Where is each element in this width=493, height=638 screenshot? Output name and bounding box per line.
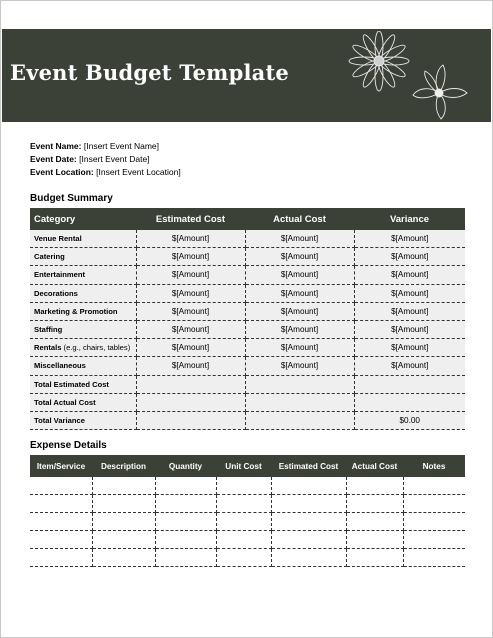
- column-header: Estimated Cost: [136, 208, 245, 230]
- notes-cell[interactable]: [403, 531, 465, 549]
- expense-header-row: [30, 455, 465, 477]
- category-cell[interactable]: [30, 320, 136, 338]
- category-label: Entertainment: [34, 270, 86, 280]
- quantity-cell[interactable]: [155, 513, 216, 531]
- page-title: Event Budget Template: [10, 60, 289, 85]
- category-cell[interactable]: [30, 284, 136, 302]
- variance-cell[interactable]: $[Amount]: [354, 357, 465, 375]
- category-label: Rentals: [34, 343, 62, 353]
- expense-row: [30, 495, 465, 513]
- estimated-cost-cell[interactable]: $[Amount]: [136, 230, 245, 248]
- estimated-cost-cell[interactable]: [271, 549, 346, 567]
- estimated-cost-cell[interactable]: $[Amount]: [136, 302, 245, 320]
- estimated-cost-cell[interactable]: $[Amount]: [136, 357, 245, 375]
- estimated-cost-cell[interactable]: [271, 531, 346, 549]
- event-name-line: [30, 141, 159, 151]
- estimated-cost-cell[interactable]: [271, 495, 346, 513]
- category-label: Staffing: [34, 325, 63, 335]
- item-cell[interactable]: [30, 495, 92, 513]
- actual-cost-cell[interactable]: $[Amount]: [245, 248, 354, 266]
- actual-cost-cell[interactable]: $[Amount]: [245, 320, 354, 338]
- notes-cell[interactable]: [403, 495, 465, 513]
- variance-cell[interactable]: $[Amount]: [354, 339, 465, 357]
- category-label: Venue Rental: [34, 234, 82, 244]
- budget-row: [30, 320, 465, 338]
- column-header: Description: [92, 455, 155, 477]
- quantity-cell[interactable]: [155, 477, 216, 495]
- expense-row: [30, 531, 465, 549]
- estimated-cost-cell[interactable]: [136, 375, 245, 393]
- category-cell[interactable]: [30, 393, 136, 411]
- expense-details-table: [30, 455, 465, 567]
- estimated-cost-cell[interactable]: [271, 513, 346, 531]
- budget-row: [30, 411, 465, 429]
- column-header: Actual Cost: [245, 208, 354, 230]
- description-cell[interactable]: [92, 549, 155, 567]
- category-label: Total Estimated Cost: [34, 379, 109, 389]
- flower-illustration: [327, 31, 487, 121]
- actual-cost-cell[interactable]: $[Amount]: [245, 302, 354, 320]
- description-cell[interactable]: [92, 477, 155, 495]
- variance-cell[interactable]: [354, 375, 465, 393]
- category-cell[interactable]: [30, 339, 136, 357]
- header-banner: [2, 29, 491, 122]
- actual-cost-cell[interactable]: [346, 549, 403, 567]
- notes-cell[interactable]: [403, 549, 465, 567]
- event-date-label: Event Date:: [30, 154, 77, 164]
- estimated-cost-cell[interactable]: [136, 393, 245, 411]
- item-cell[interactable]: [30, 549, 92, 567]
- variance-cell[interactable]: $[Amount]: [354, 284, 465, 302]
- actual-cost-cell[interactable]: $[Amount]: [245, 357, 354, 375]
- actual-cost-cell[interactable]: [346, 531, 403, 549]
- description-cell[interactable]: [92, 513, 155, 531]
- category-note: (e.g., chairs, tables): [61, 343, 131, 353]
- budget-row: [30, 248, 465, 266]
- actual-cost-cell[interactable]: [346, 495, 403, 513]
- category-label: Catering: [34, 252, 65, 262]
- column-header: Item/Service: [30, 455, 92, 477]
- event-name-value: [Insert Event Name]: [83, 141, 159, 151]
- variance-cell[interactable]: $[Amount]: [354, 266, 465, 284]
- expense-row: [30, 549, 465, 567]
- event-date-value: [Insert Event Date]: [79, 154, 150, 164]
- estimated-cost-cell[interactable]: [271, 477, 346, 495]
- event-name-label: Event Name:: [30, 141, 82, 151]
- category-label: Marketing & Promotion: [34, 306, 118, 316]
- estimated-cost-cell[interactable]: $[Amount]: [136, 320, 245, 338]
- actual-cost-cell[interactable]: [346, 477, 403, 495]
- expense-row: [30, 477, 465, 495]
- column-header: Notes: [403, 455, 465, 477]
- unit-cost-cell[interactable]: [216, 531, 271, 549]
- budget-header-row: [30, 208, 465, 230]
- category-cell[interactable]: [30, 357, 136, 375]
- column-header: Variance: [354, 208, 465, 230]
- estimated-cost-cell[interactable]: $[Amount]: [136, 339, 245, 357]
- variance-cell[interactable]: $[Amount]: [354, 320, 465, 338]
- budget-row: [30, 284, 465, 302]
- column-header: Estimated Cost: [271, 455, 346, 477]
- estimated-cost-cell[interactable]: [136, 411, 245, 429]
- actual-cost-cell[interactable]: $[Amount]: [245, 266, 354, 284]
- actual-cost-cell[interactable]: [245, 393, 354, 411]
- quantity-cell[interactable]: [155, 549, 216, 567]
- budget-row: [30, 302, 465, 320]
- budget-summary-title: Budget Summary: [30, 193, 113, 204]
- variance-cell[interactable]: $[Amount]: [354, 248, 465, 266]
- unit-cost-cell[interactable]: [216, 477, 271, 495]
- event-date-line: [30, 154, 150, 164]
- variance-cell[interactable]: $[Amount]: [354, 230, 465, 248]
- item-cell[interactable]: [30, 513, 92, 531]
- category-label: Total Actual Cost: [34, 397, 96, 407]
- category-cell[interactable]: [30, 302, 136, 320]
- notes-cell[interactable]: [403, 477, 465, 495]
- expense-row: [30, 513, 465, 531]
- description-cell[interactable]: [92, 531, 155, 549]
- unit-cost-cell[interactable]: [216, 495, 271, 513]
- estimated-cost-cell[interactable]: $[Amount]: [136, 266, 245, 284]
- unit-cost-cell[interactable]: [216, 513, 271, 531]
- quantity-cell[interactable]: [155, 531, 216, 549]
- event-location-line: [30, 167, 181, 177]
- budget-row: [30, 375, 465, 393]
- quantity-cell[interactable]: [155, 495, 216, 513]
- category-label: Total Variance: [34, 415, 85, 425]
- variance-cell[interactable]: [354, 393, 465, 411]
- column-header: Actual Cost: [346, 455, 403, 477]
- budget-summary-table: [30, 208, 465, 430]
- budget-row: [30, 357, 465, 375]
- expense-details-title: Expense Details: [30, 440, 107, 451]
- actual-cost-cell[interactable]: [346, 513, 403, 531]
- actual-cost-cell[interactable]: [245, 411, 354, 429]
- variance-cell[interactable]: $[Amount]: [354, 302, 465, 320]
- notes-cell[interactable]: [403, 513, 465, 531]
- column-header: Quantity: [155, 455, 216, 477]
- category-cell[interactable]: [30, 266, 136, 284]
- item-cell[interactable]: [30, 531, 92, 549]
- category-cell[interactable]: [30, 411, 136, 429]
- event-location-label: Event Location:: [30, 167, 94, 177]
- budget-row: [30, 230, 465, 248]
- item-cell[interactable]: [30, 477, 92, 495]
- column-header: Category: [30, 208, 136, 230]
- actual-cost-cell[interactable]: [245, 375, 354, 393]
- actual-cost-cell[interactable]: $[Amount]: [245, 230, 354, 248]
- column-header: Unit Cost: [216, 455, 271, 477]
- category-cell[interactable]: [30, 230, 136, 248]
- estimated-cost-cell[interactable]: $[Amount]: [136, 248, 245, 266]
- budget-row: [30, 393, 465, 411]
- actual-cost-cell[interactable]: $[Amount]: [245, 339, 354, 357]
- event-location-value: [Insert Event Location]: [96, 167, 181, 177]
- category-label: Miscellaneous: [34, 361, 86, 371]
- category-cell[interactable]: [30, 248, 136, 266]
- description-cell[interactable]: [92, 495, 155, 513]
- budget-row: [30, 339, 465, 357]
- category-cell[interactable]: [30, 375, 136, 393]
- variance-cell[interactable]: $0.00: [354, 411, 465, 429]
- budget-row: [30, 266, 465, 284]
- category-label: Decorations: [34, 288, 78, 298]
- actual-cost-cell[interactable]: $[Amount]: [245, 284, 354, 302]
- unit-cost-cell[interactable]: [216, 549, 271, 567]
- estimated-cost-cell[interactable]: $[Amount]: [136, 284, 245, 302]
